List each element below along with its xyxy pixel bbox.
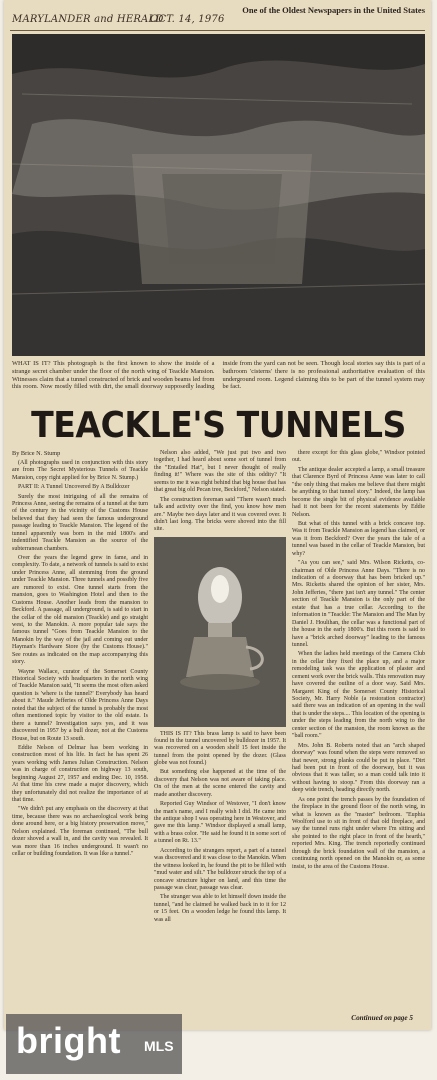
headline: TEACKLE'S TUNNELS xyxy=(31,405,406,446)
paragraph: "As you can see," said Mrs. Wilson Ricketts, co-chairman of Olde Princess Anne Days. "There is no indication of a doorway that has been bricked up." Mrs. Ricketts shared the opinion of her sister, Mrs. John Jefferies, "there just isn't any tunnel." The center section of Teackle Mansion is the only part of the estate that has a true cellar. According to the information in "Teackle: The Mansion and The Man by Daniel J. Houlihan, the cellar was a functional part of the house in the early 1800's. But this room is said to have a "brick arched doorway" leading to the famous tunnel. xyxy=(292,560,425,648)
handwritten-date: OCT. 14, 1976 xyxy=(150,14,225,25)
paper-banner: One of the Oldest Newspapers in the United States xyxy=(242,5,425,15)
lamp-icon xyxy=(154,537,286,727)
paragraph: Reported Guy Windsor of Westover, "I don't know the man's name, and I really wish I did. He came into the antique shop I was operating here in Westover, and gave me this lamp." Windsor displayed a small lamp, with a brass color. "He said he found it in some sort of a tunnel on Rt. 13." xyxy=(154,801,286,845)
paragraph: According to the strangers report, a part of a tunnel was discovered and it was close to the Manokin. When the witness looked in, he found the pit to be filled with "mud water and silt." The bulldozer struck the top of a concave structure higher on land, and this time the passage was clear, passage was clear. xyxy=(154,847,286,891)
paragraph: there except for this glass globe," Windsor pointed out. xyxy=(292,450,425,464)
paragraph: Mrs. John B. Roberts noted that an "arch shaped doorway" was found when the steps were removed so that newer, strong planks could be put in place. "Dirt had been put in front of the doorway, but it was obvious that it was taller, so a man could talk into it without having to stoop." From this doorway ran a deep wide trench, heading directly north. xyxy=(292,742,425,794)
lamp-photo xyxy=(154,537,286,727)
bright-mls-watermark xyxy=(6,1014,182,1074)
paragraph: But what of this tunnel with a brick concave top. Was it from Teackle Mansion as legend has claimed, or was it from Beckford? Over the years the tale of a tunnel was based in the cellar of Teackle Mansion, but why? xyxy=(292,520,425,557)
paragraph: As one point the trench passes by the foundation of the fireplace in the ground floor of the north wing, in what is known as the "master" bedroom. "Euphia Woolford use to sit in front of that old fireplace, and say the tunnel runs right under where I'm sitting and she pointed to the right place in front of the hearth," reported Mrs. King. The trench reportedly continued through the brick foundation wall of the mansion, a continuing north opened on the Manokin or, as some insist, to the area of the Customs House. xyxy=(292,796,425,870)
watermark-brand: bright xyxy=(16,1020,121,1061)
lamp-caption: THIS IS IT? This brass lamp is said to have been found in the tunnel uncovered by bulldozer in 1957. It was recovered on a wooden shelf 15 feet inside the tunnel from the point opened by the dozer. (Glass globe was not found.) xyxy=(154,730,286,767)
paragraph: (All photographs used in conjunction with this story are from The Secret Mysterious Tunnels of Teackle Mansion, copy right applied for by Brice N. Stump.) xyxy=(12,459,148,481)
article-column-3 xyxy=(292,450,425,873)
paragraph: Surely the most intriguing of all the remains of Princess Anne, seeing the remains of a tunnel at the turn of the century in the vicinity of the Customs House believed that they had seen the famous underground passage leading to Teackle Mansion. The legend of the tunnel apparently was born in the mid 1800's and indentified Teackle Mansion as the source of the subterranean chambers. xyxy=(12,493,148,552)
paragraph: The construction foreman said "There wasn't much talk and activity over the find, you know how men are." Maybe two days later and it was covered over. It didn't last long. The bricks were shoved into the fill site. xyxy=(154,496,286,533)
byline: By Brice N. Stump xyxy=(12,450,61,457)
article-column-1 xyxy=(12,450,148,861)
paragraph: Wayne Wallace, curator of the Somerset County Historical Society with headquarters in the north wing of Teackle Mansion said, "It seems the most often asked question is 'where is the tunnel?' Everybody has heard about it." Maude Jefferies of Olde Princess Anne Days noted that the subject of the tunnel is probably the most often mentioned topic by visitor to the old estate. Is there a tunnel? Investigation says yes, and it was discovered in 1957 by a bull dozer, not at the Customs House, but on Route 13 south. xyxy=(12,668,148,742)
photo-caption: WHAT IS IT? This photograph is the first known to show the inside of a strange secret chamber under the floor of the north wing of Teackle Mansion. Witnesses claim that a tunnel constructed of brick and wooden beams led from this room. Now mostly filled with dirt, the small doorway supposedly leading inside from the yard can not be seen. Though local stories say this is part of a bathroom 'cisterns' there is no professional authoritative evaluation of this underground room. Legend claiming this to be part of the tunnel system may be fact. xyxy=(12,360,425,391)
chamber-photo-texture xyxy=(12,34,425,356)
paragraph: Eddie Nelson of Delmar has been working in construction most of his life. In fact he has spent 26 years working with James Julian Construction. Nelson was in charge of construction on highway 13 south, beginning August 27, 1957 and ending Dec. 10, 1958. At that time his crew made a major discovery, which they unfortunately did not realize the importance of at that time. xyxy=(12,744,148,804)
masthead xyxy=(10,2,425,31)
paragraph: When the ladies held meetings of the Camera Club in the cellar they fixed the place up, and a major remodeling task was the application of plaster and cement work over the brick walls. This renovation may have covered the outline of a door way. Said Mrs. Margaret King of the Somerset County Historical Society, Mr. Harry Noble (a restoration contractor) said there was an indication of an opening in the wall that is under the steps.... This location of the opening is under the steps leading from the north wing to the center section of the mansion, the room known as the "ball room." xyxy=(292,651,425,740)
chamber-photo xyxy=(12,34,425,356)
handwritten-paper-name: MARYLANDER and HERALD xyxy=(12,14,164,25)
continued-note: Continued on page 5 xyxy=(351,1014,413,1022)
paragraph: But something else happened at the time of the discovery that Nelson was not aware of taking place. On of the men at the scene entered the cavity and made another discovery. xyxy=(154,769,286,798)
paragraph: Over the years the legend grew in fame, and in complexity. To date, a network of tunnels is said to exist under Princess Anne, all stemming from the ground under Teackle Mansion. Three tunnels and possibly five are rumored to exist. One tunnel starts from the mansion, goes to Washington Hotel and then to the Customs House. Another leads from the mansion to Beckford. A passage, all underground, is said to start in the cellar of the old mansion (Teackle) and go straight west, to the Manokin. A more popular tale says the famous tunnel "Goes from Teackle Mansion to the Manokin by the way of the jail and coming out under Hayman's Hardware Store (by the Customs House)." See routes as indicated on the map accompanying this story. xyxy=(12,555,148,666)
paragraph: The stranger was able to let himself down inside the tunnel, "and he claimed he walked back in to it for 12 or 15 feet. On a wooden ledge he found this lamp. It was all xyxy=(154,894,286,923)
article-body xyxy=(12,450,425,1020)
watermark-suffix: MLS xyxy=(144,1038,174,1054)
paragraph: Nelson also added, "We just put two and two together, I had heard about some sort of tunnel from the "Entailed Hat", but I never thought of really finding it!" Where was the site of this oddity? "It seems to me it was right behind that big house that has that great big old Pecan tree, Beckford," Nelson stated. xyxy=(154,450,286,494)
article-column-2 xyxy=(154,450,286,926)
newspaper-clipping xyxy=(4,0,431,1030)
paragraph: The antique dealer accepted a lamp, a small treasure that Clarence Byrd of Princess Anne was later to call "the only thing that makes me believe that there might be anything to that tunnel story." Indeed, the lamp has become the single bit of physical evidence available had it not been for the recent statements by Eddie Nelson. xyxy=(292,466,425,518)
paragraph: PART II: A Tunnel Uncovered By A Bulldozer xyxy=(18,484,130,491)
paragraph: "We didn't put any emphasis on the discovery at that time, because there was no archaeological work being done around here, or a big history preservation move," Nelson explained. The foreman continued, "The bull dozer shoved a wall in, and the cavity was revealed. It was more than 16 inches underground. It wasn't no cellar or building foundation. It was like a tunnel." xyxy=(12,806,148,858)
